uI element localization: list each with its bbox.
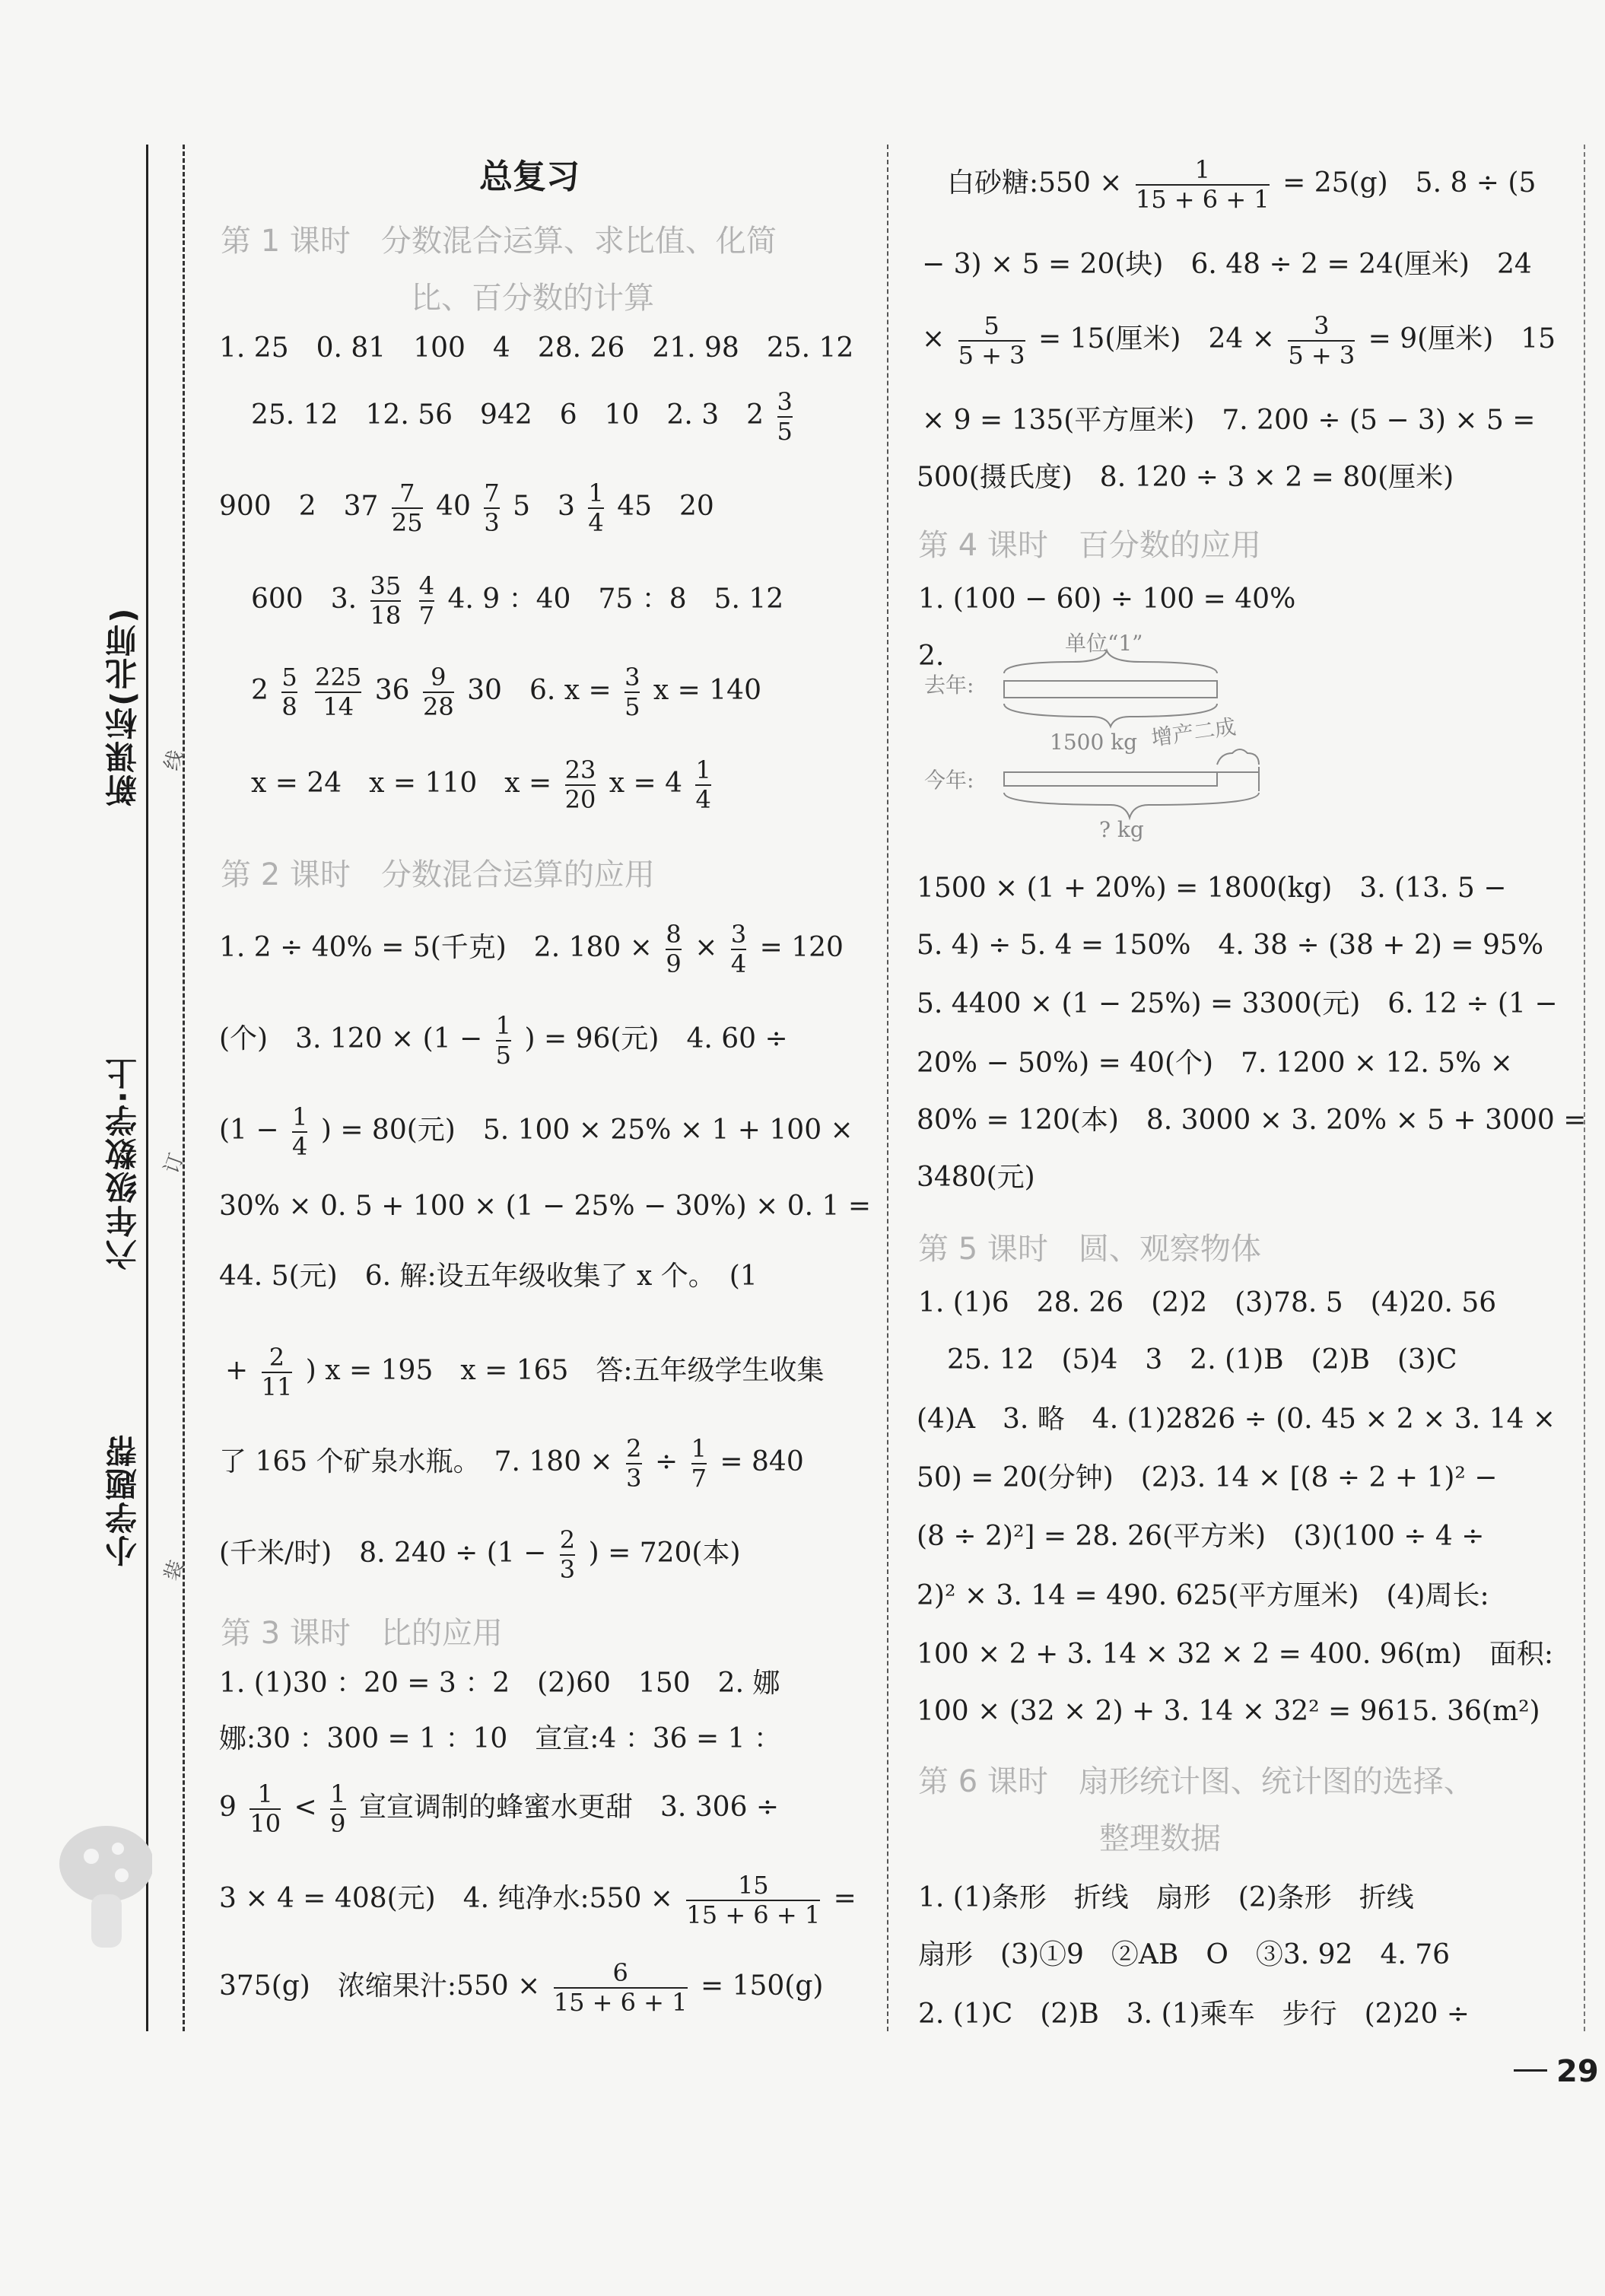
answer-line: 娜:30 ：300 = 1 ：10 宣宣:4 ：36 = 1 ： [219,1723,781,1754]
series-label: 小学题帮 [104,1433,141,1567]
answer-line: 3 × 4 = 408(元) 4. 纯净水:550 × $\frac{15}{15 + 6 + 1}$ = [219,1871,857,1929]
cut-mark-xian: 线 [160,747,189,774]
answer-line: 25. 12 12. 56 942 6 10 2. 3 2 $\frac{3}{5}$ [251,387,793,446]
answer-line: 2. (1)C (2)B 3. (1)乘车 步行 (2)20 ÷ [918,1999,1470,2030]
lesson-1-heading: 第 1 课时 分数混合运算、求比值、化简 [221,224,777,259]
answer-line: 100 × (32 × 2) + 3. 14 × 32² = 9615. 36(m²) [917,1696,1540,1727]
page-title: 总复习 [479,157,580,196]
answer-line: 44. 5(元) 6. 解:设五年级收集了 x 个。 (1 [219,1261,758,1292]
answer-line: 2)² × 3. 14 = 490. 625(平方厘米) (4)周长: [917,1580,1489,1611]
answer-line: 50) = 20(分钟) (2)3. 14 × [(8 ÷ 2 + 1)² − [917,1462,1498,1493]
answer-line: × $\frac{5}{5 + 3}$ = 15(厘米) 24 × $\frac{3}{5 + 3}$ = 9(厘米) 15 [922,311,1556,370]
cut-line [183,145,185,2031]
answer-line: 9 $\frac{1}{10}$ < $\frac{1}{9}$ 宣宣调制的蜂蜜水更甜 3. 306 ÷ [219,1779,780,1838]
answer-line: × 9 = 135(平方厘米) 7. 200 ÷ (5 − 3) × 5 = [922,405,1536,436]
answer-line: − 3) × 5 = 20(块) 6. 48 ÷ 2 = 24(厘米) 24 [922,249,1532,280]
answer-line: 1500 × (1 + 20%) = 1800(kg) 3. (13. 5 − [917,873,1507,904]
diagram-weight-label: 1500 kg [1050,730,1138,755]
answer-line: 100 × 2 + 3. 14 × 32 × 2 = 400. 96(m) 面积: [917,1639,1553,1670]
answer-line: 900 2 37 $\frac{7}{25}$ 40 $\frac{7}{3}$ 5 3 $\frac{1}{4}$ 45 20 [219,479,714,537]
grade-label: 六年级数学·上 [104,1056,141,1270]
diagram-unknown-label: ? kg [1099,817,1144,842]
answer-line: 500(摄氏度) 8. 120 ÷ 3 × 2 = 80(厘米) [917,462,1454,493]
answer-line: 2 $\frac{5}{8}$ $\frac{225}{14}$ 36 $\frac{9}{28}$ 30 6. x = $\frac{3}{5}$ x = 140 [251,663,761,721]
column-divider [887,145,888,2031]
answer-line: 80% = 120(本) 8. 3000 × 3. 20% × 5 + 3000 = [917,1105,1587,1136]
right-edge-divider [1584,145,1585,2031]
lesson-6-heading: 第 6 课时 扇形统计图、统计图的选择、 [918,1764,1474,1799]
answer-line: x = 24 x = 110 x = $\frac{23}{20}$ x = 4 $\frac{1}{4}$ [251,755,711,814]
answer-line: 30% × 0. 5 + 100 × (1 − 25% − 30%) × 0. 1 = [219,1191,872,1222]
answer-line: (4)A 3. 略 4. (1)2826 ÷ (0. 45 × 2 × 3. 14 × [917,1404,1556,1435]
lesson-6-heading-cont: 整理数据 [1099,1821,1221,1856]
curriculum-label: 新课标(北师) [104,606,141,806]
answer-line: (个) 3. 120 × (1 − $\frac{1}{5}$ ) = 96(元) 4. 60 ÷ [219,1011,788,1070]
diagram-this-year-label: 今年: [924,768,974,793]
answer-line: 600 3. $\frac{35}{18}$ $\frac{4}{7}$ 4. 9 ：40 75 ：8 5. 12 [251,571,784,630]
answer-line: 1. 2 ÷ 40% = 5(千克) 2. 180 × $\frac{8}{9}$ × $\frac{3}{4}$ = 120 [219,920,844,978]
answer-line: 20% − 50%) = 40(个) 7. 1200 × 12. 5% × [917,1048,1513,1079]
diagram-increase-label: 增产二成 [1149,714,1238,751]
answer-line: 1. (1)30 ：20 = 3 ：2 (2)60 150 2. 娜 [219,1668,780,1699]
answer-line: 1. (1)6 28. 26 (2)2 (3)78. 5 (4)20. 56 [918,1287,1497,1318]
answer-line: 375(g) 浓缩果汁:550 × $\frac{6}{15 + 6 + 1}$ = 150(g) [219,1958,824,2017]
lesson-5-heading: 第 5 课时 圆、观察物体 [918,1232,1261,1267]
cut-mark-zhuang: 装 [160,1557,189,1584]
answer-line: (1 − $\frac{1}{4}$ ) = 80(元) 5. 100 × 25% × 1 + 100 × [219,1102,853,1161]
answer-line: 1. 25 0. 81 100 4 28. 26 21. 98 25. 12 [219,332,854,364]
lesson-2-heading: 第 2 课时 分数混合运算的应用 [221,857,655,892]
mushroom-mascot-icon [46,1811,152,1978]
page-number-dash [1514,2069,1547,2072]
cut-mark-ding: 订 [160,1150,189,1177]
lesson-3-heading: 第 3 课时 比的应用 [221,1616,503,1651]
margin-rule [146,145,148,2031]
answer-line: + $\frac{2}{11}$ ) x = 195 x = 165 答:五年级学生收集 [225,1343,825,1401]
answer-line: 1. (100 − 60) ÷ 100 = 40% [918,584,1296,615]
lesson-4-heading: 第 4 课时 百分数的应用 [918,528,1261,563]
line-segment-diagram [920,631,1316,852]
diagram-last-year-label: 去年: [924,673,974,698]
answer-line: 1. (1)条形 折线 扇形 (2)条形 折线 [918,1882,1414,1913]
answer-line: (8 ÷ 2)²] = 28. 26(平方米) (3)(100 ÷ 4 ÷ [917,1521,1485,1552]
answer-line: 了 165 个矿泉水瓶。 7. 180 × $\frac{2}{3}$ ÷ $\frac{1}{7}$ = 840 [219,1434,804,1493]
page-number: 29 [1556,2054,1599,2089]
answer-line: 白砂糖:550 × $\frac{1}{15 + 6 + 1}$ = 25(g) 5. 8 ÷ (5 [947,155,1537,214]
answer-line: 25. 12 (5)4 3 2. (1)B (2)B (3)C [947,1344,1457,1375]
answer-line: 扇形 (3)①9 ②AB O ③3. 92 4. 76 [918,1939,1451,1970]
answer-line: 5. 4) ÷ 5. 4 = 150% 4. 38 ÷ (38 + 2) = 95% [917,930,1544,961]
diagram-unit-label: 单位“1” [1065,631,1143,656]
answer-line: 3480(元) [917,1162,1035,1193]
answer-line: (千米/时) 8. 240 ÷ (1 − $\frac{2}{3}$ ) = 720(本) [219,1525,741,1584]
answer-line: 5. 4400 × (1 − 25%) = 3300(元) 6. 12 ÷ (1 − [917,988,1558,1019]
answer-line: 2. [918,641,945,672]
lesson-1-heading-cont: 比、百分数的计算 [411,281,654,316]
